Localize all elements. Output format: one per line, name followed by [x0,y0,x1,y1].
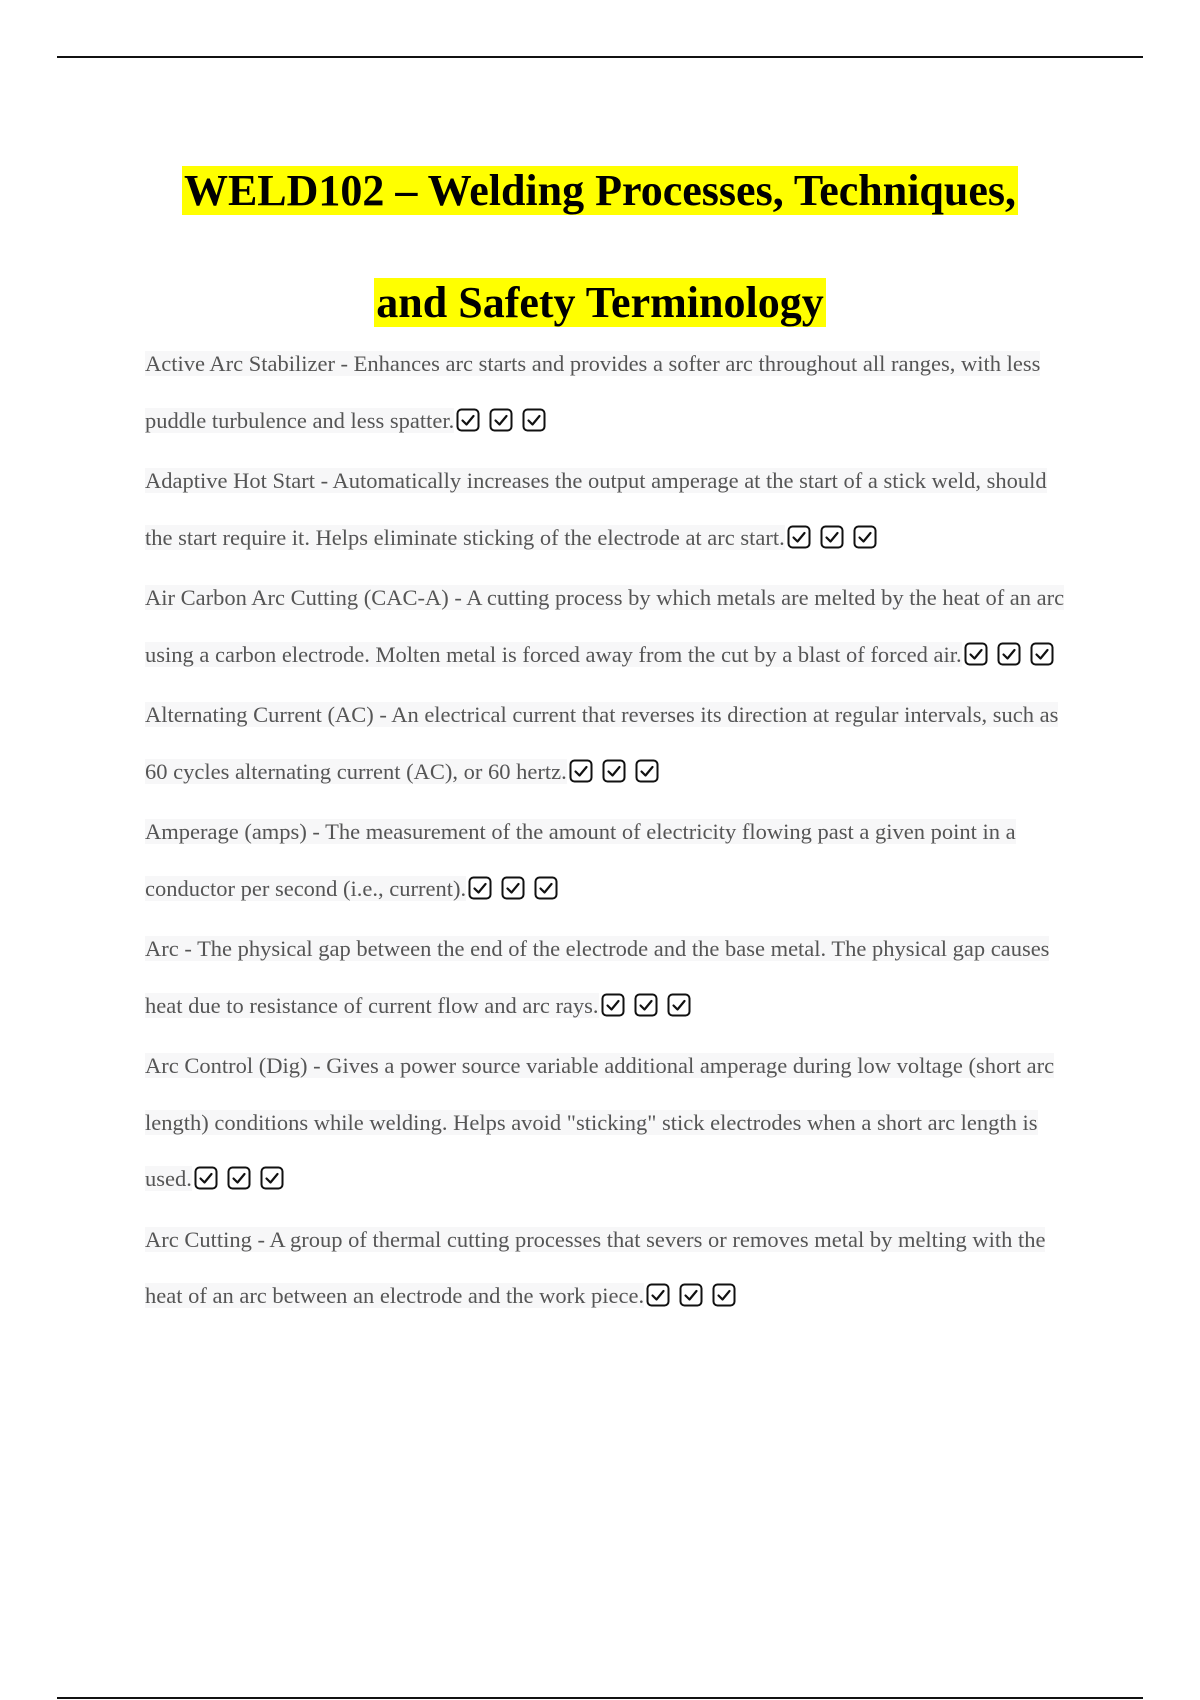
entry-text: Arc - The physical gap between the end of the electrode and the base metal. The physical gap causes heat due to resistance of current flow and arc rays. [145,936,1050,1018]
glossary-entry [145,570,1065,687]
check-group [964,631,1063,688]
check-group [787,514,886,571]
checkbox-checked-icon [194,1166,218,1190]
glossary-entry [145,921,1065,1038]
check-group [468,865,567,922]
entry-text: Active Arc Stabilizer - Enhances arc starts and provides a softer arc throughout all ranges, with less puddle turbulence and less spatter. [145,351,1041,433]
entry-text: Alternating Current (AC) - An electrical current that reverses its direction at regular intervals, such as 60 cycles alternating current (AC), or 60 hertz. [145,702,1059,784]
check-group [456,397,555,454]
checkbox-checked-icon [489,408,513,432]
check-group [646,1272,745,1329]
checkbox-checked-icon [964,642,988,666]
checkbox-checked-icon [468,876,492,900]
checkbox-checked-icon [260,1166,284,1190]
checkbox-checked-icon [522,408,546,432]
entry-text: Arc Cutting - A group of thermal cutting processes that severs or removes metal by melting with the heat of an arc between an electrode and the work piece. [145,1226,1046,1308]
checkbox-checked-icon [601,993,625,1017]
checkbox-checked-icon [712,1283,736,1307]
checkbox-checked-icon [569,759,593,783]
check-group [569,748,668,805]
glossary-entry [145,1038,1065,1212]
checkbox-checked-icon [534,876,558,900]
checkbox-checked-icon [853,525,877,549]
glossary-entry [145,453,1065,570]
entry-text: Adaptive Hot Start - Automatically increases the output amperage at the start of a stick weld, should the start require it. Helps eliminate sticking of the electrode at arc start. [145,468,1047,550]
glossary-entry [145,1212,1065,1329]
checkbox-checked-icon [667,993,691,1017]
checkbox-checked-icon [820,525,844,549]
entry-text: Arc Control (Dig) - Gives a power source variable additional amperage during low voltage (short arc length) conditions while welding. Helps avoid "sticking" stick electrodes when a short arc length is used. [145,1053,1055,1191]
checkbox-checked-icon [227,1166,251,1190]
checkbox-checked-icon [635,759,659,783]
bottom-rule [57,1697,1143,1699]
entry-text: Air Carbon Arc Cutting (CAC-A) - A cutting process by which metals are melted by the heat of an arc using a carbon electrode. Molten metal is forced away from the cut by a blast of forced air. [145,585,1065,667]
check-group [194,1155,293,1212]
top-rule [57,56,1143,58]
checkbox-checked-icon [646,1283,670,1307]
glossary-entry [145,804,1065,921]
title-line-1-text: WELD102 – Welding Processes, Techniques, [183,166,1017,215]
checkbox-checked-icon [679,1283,703,1307]
check-group [601,982,700,1039]
checkbox-checked-icon [787,525,811,549]
checkbox-checked-icon [1030,642,1054,666]
checkbox-checked-icon [997,642,1021,666]
checkbox-checked-icon [501,876,525,900]
checkbox-checked-icon [456,408,480,432]
checkbox-checked-icon [602,759,626,783]
entry-text: Amperage (amps) - The measurement of the amount of electricity flowing past a given point in a conductor per second (i.e., current). [145,819,1016,901]
title-line-2-text: and Safety Terminology [376,278,824,327]
glossary-entry [145,687,1065,804]
document-title [0,140,1200,364]
checkbox-checked-icon [634,993,658,1017]
glossary-entry [145,336,1065,453]
glossary-list [145,336,1065,1329]
title-line-1 [0,140,1200,252]
